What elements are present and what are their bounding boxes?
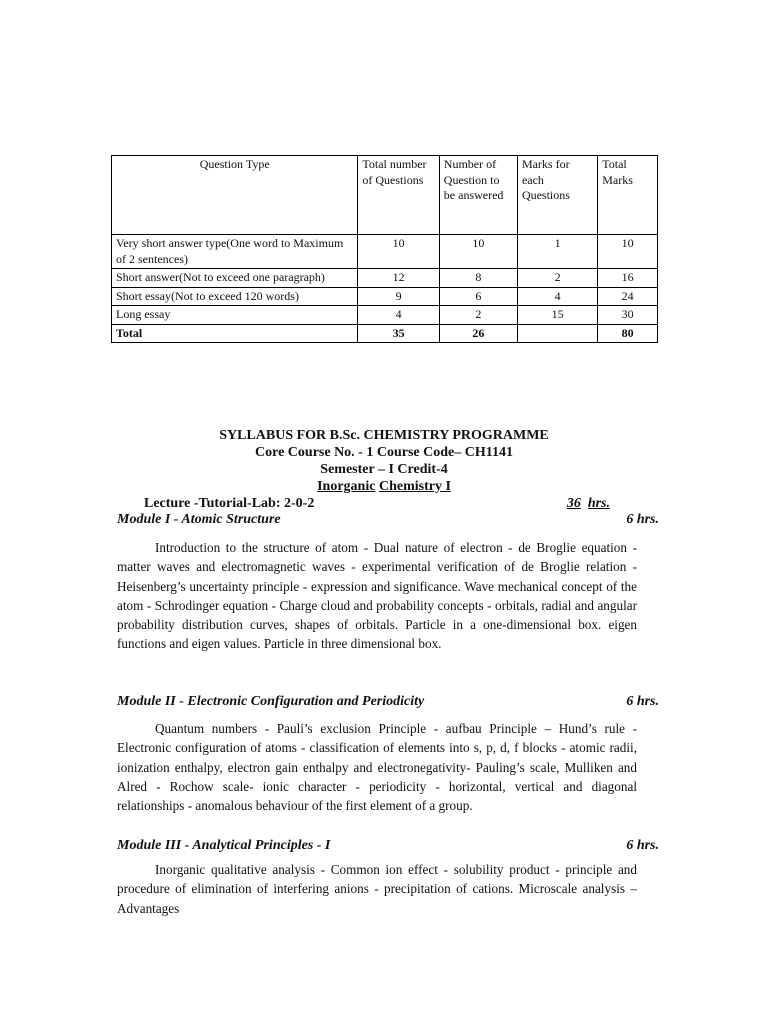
cell-total-marks: 16	[598, 269, 658, 288]
total-hours-unit: hrs.	[587, 496, 610, 511]
module-3-text: Inorganic qualitative analysis - Common ion effect - solubility product - principle and procedure of elimination of interfering anions - precipitation of cations. Microscale analysis – Advantages	[117, 862, 637, 916]
table-header-row	[112, 156, 658, 235]
course-line: Core Course No. - 1 Course Code– CH1141	[255, 445, 513, 460]
module-title: Module I - Atomic Structure	[117, 512, 281, 527]
cell-total-questions-sum: 35	[358, 324, 439, 343]
cell-questions-answered: 10	[439, 235, 517, 269]
module-1-text: Introduction to the structure of atom - Dual nature of electron - de Broglie equation - matter waves and electromagnetic waves - experimental verification of de Broglie relation - Heisenberg’s uncertainty principle - expression and significance. Wave mechanical concept of the atom - Schrodinger equation - Charge cloud and probability concepts - orbitals, radial and angular probability distribution curves, shapes of orbitals. Particle in a one-dimensional box. eigen functions and eigen values. Particle in three dimensional box.	[117, 540, 637, 652]
cell-total-label: Total	[112, 324, 358, 343]
cell-total-marks: 10	[598, 235, 658, 269]
cell-total-questions: 10	[358, 235, 439, 269]
header-total-questions: Total number of Questions	[358, 156, 439, 235]
total-hours-num: 36	[566, 496, 581, 511]
cell-questions-answered: 6	[439, 287, 517, 306]
cell-question-type: Short answer(Not to exceed one paragraph)	[112, 269, 358, 288]
module-3-heading	[117, 837, 659, 854]
module-title: Module II - Electronic Configuration and Periodicity	[117, 694, 425, 709]
table-row	[112, 287, 658, 306]
module-2-heading	[117, 693, 659, 710]
module-hours: 6 hrs.	[626, 694, 659, 709]
cell-total-questions: 9	[358, 287, 439, 306]
module-2-text: Quantum numbers - Pauli’s exclusion Principle - aufbau Principle – Hund’s rule - Electronic configuration of atoms - classification of elements into s, p, d, f blocks - atomic radii, ionization enthalpy, electron gain enthalpy and electronegativity- Pauling’s scale, Mulliken and Alred - Rochow scale- ionic character - periodicity - horizontal, vertical and diagonal relationships - anomalous behaviour of the first element of a group.	[117, 721, 637, 814]
table-row	[112, 235, 658, 269]
cell-total-marks: 24	[598, 287, 658, 306]
cell-total-questions: 12	[358, 269, 439, 288]
cell-marks-each: 4	[517, 287, 597, 306]
module-hours: 6 hrs.	[626, 838, 659, 853]
cell-marks-each: 1	[517, 235, 597, 269]
lecture-line	[144, 495, 610, 512]
cell-total-questions: 4	[358, 306, 439, 325]
header-question-type: Question Type	[112, 156, 358, 235]
cell-question-type: Very short answer type(One word to Maximum of 2 sentences)	[112, 235, 358, 269]
cell-total-marks: 30	[598, 306, 658, 325]
cell-total-marks-sum: 80	[598, 324, 658, 343]
semester-line: Semester – I Credit-4	[320, 462, 448, 477]
header-questions-answered: Number of Question to be answered	[439, 156, 517, 235]
header-total-marks: Total Marks	[598, 156, 658, 235]
table-row	[112, 269, 658, 288]
cell-marks-each-sum	[517, 324, 597, 343]
cell-questions-answered: 2	[439, 306, 517, 325]
module-1-heading	[117, 511, 659, 528]
cell-question-type: Short essay(Not to exceed 120 words)	[112, 287, 358, 306]
total-hours	[567, 495, 610, 512]
table-total-row	[112, 324, 658, 343]
question-type-table	[111, 155, 658, 343]
syllabus-title: SYLLABUS FOR B.Sc. CHEMISTRY PROGRAMME	[219, 428, 549, 443]
cell-marks-each: 15	[517, 306, 597, 325]
cell-question-type: Long essay	[112, 306, 358, 325]
syllabus-heading-block	[0, 427, 768, 495]
subject-part2: Chemistry I	[378, 479, 451, 494]
subject-line	[0, 478, 768, 495]
header-marks-each: Marks for each Questions	[517, 156, 597, 235]
table-row	[112, 306, 658, 325]
cell-questions-answered: 8	[439, 269, 517, 288]
lecture-label: Lecture -Tutorial-Lab: 2-0-2	[144, 496, 315, 511]
module-hours: 6 hrs.	[626, 512, 659, 527]
cell-marks-each: 2	[517, 269, 597, 288]
module-title: Module III - Analytical Principles - I	[117, 838, 331, 853]
subject-part1: Inorganic	[317, 479, 376, 494]
cell-questions-answered-sum: 26	[439, 324, 517, 343]
